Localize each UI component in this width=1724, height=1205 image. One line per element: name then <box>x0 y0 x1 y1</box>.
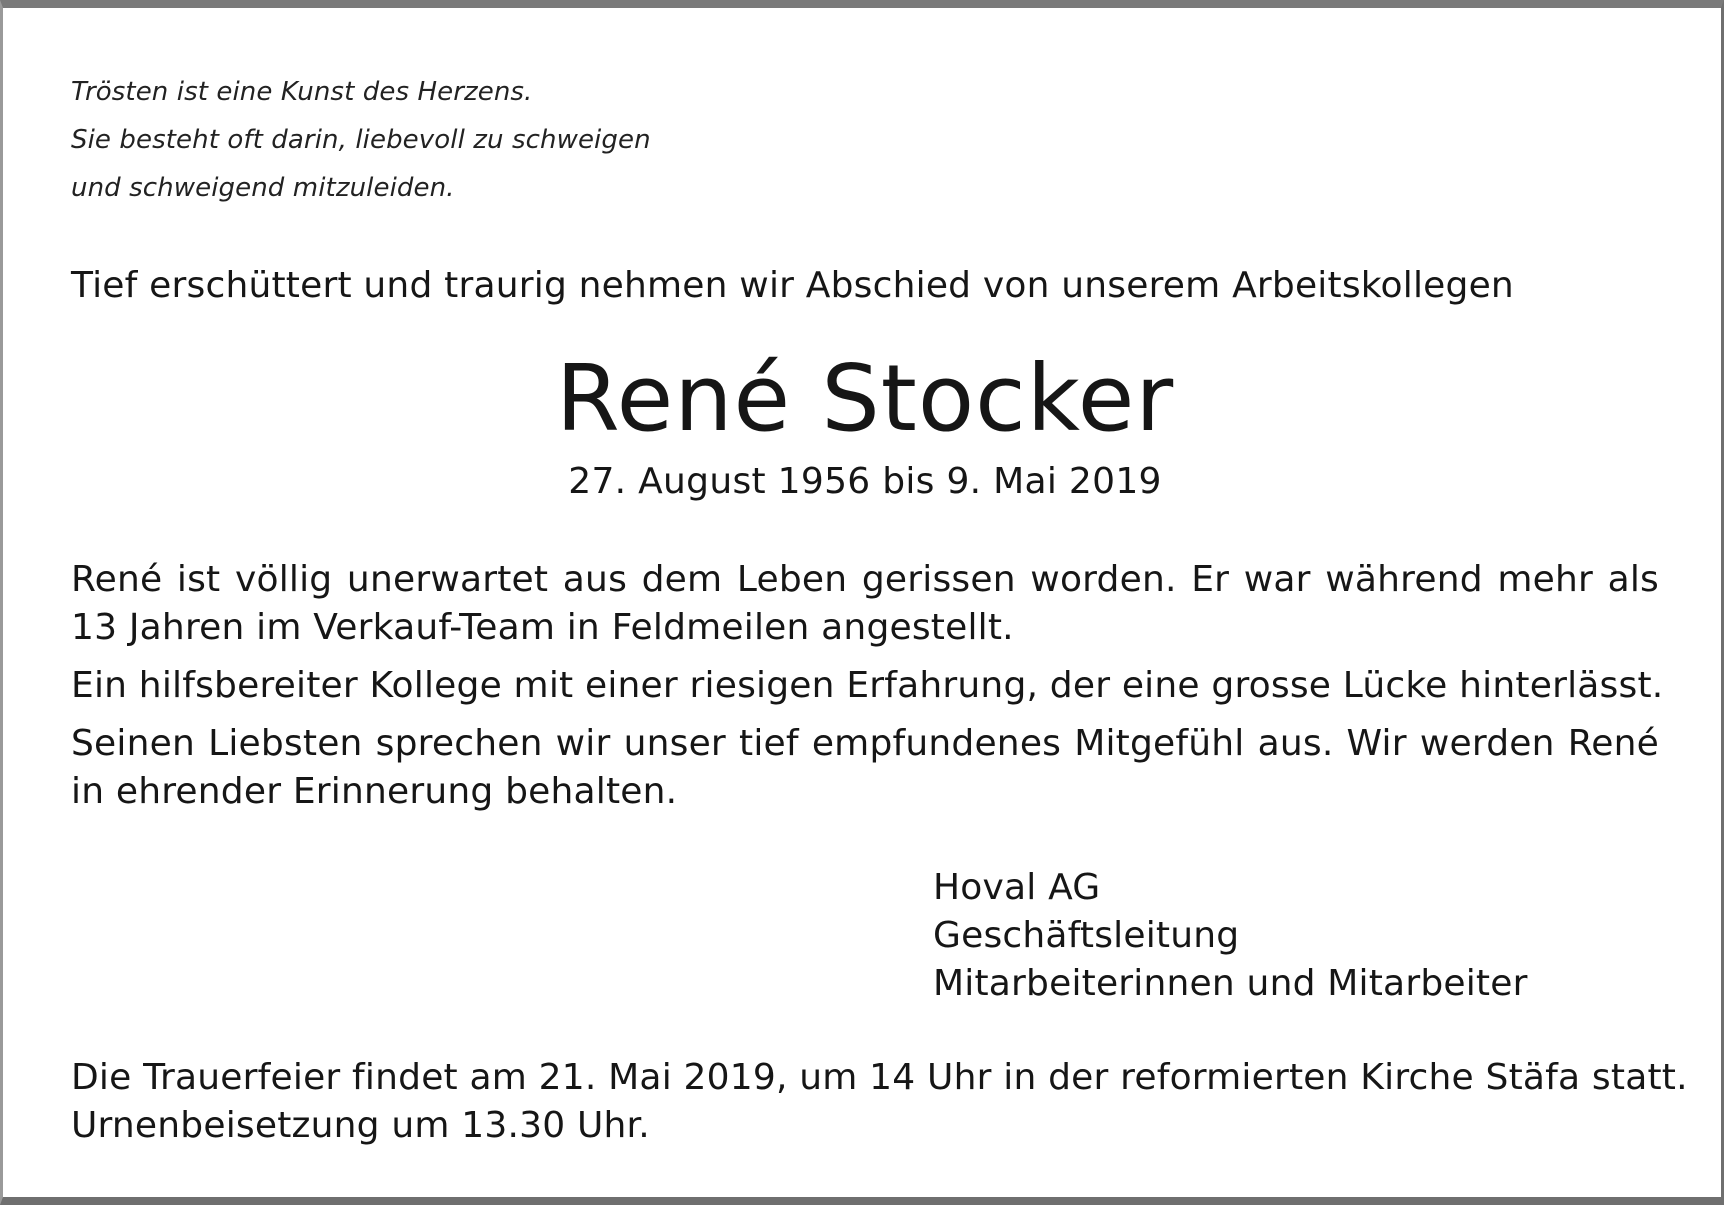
funeral-line-1: Die Trauerfeier findet am 21. Mai 2019, um 14 Uhr in der reformierten Kirche Stäfa statt. <box>71 1057 1688 1098</box>
body-paragraph-2: Ein hilfsbereiter Kollege mit einer riesigen Erfahrung, der eine grosse Lücke hinterlässt. <box>71 665 1664 706</box>
intro-text: Tief erschüttert und traurig nehmen wir Abschied von unserem Arbeitskollegen <box>71 265 1514 306</box>
funeral-line-2: Urnenbeisetzung um 13.30 Uhr. <box>71 1105 650 1146</box>
funeral-details <box>71 1054 1688 1150</box>
signature-staff: Mitarbeiterinnen und Mitarbeiter <box>933 963 1528 1004</box>
body-paragraph-3: Seinen Liebsten sprechen wir unser tief empfundenes Mitgefühl aus. Wir werden René in ehrender Erinnerung behalten. <box>71 723 1659 812</box>
deceased-name: René Stocker <box>555 345 1175 452</box>
life-dates: 27. August 1956 bis 9. Mai 2019 <box>568 461 1162 502</box>
signature-block <box>933 864 1528 1008</box>
quote-line-3: und schweigend mitzuleiden. <box>71 173 455 203</box>
obituary-body <box>71 556 1664 826</box>
signature-company: Hoval AG <box>933 867 1101 908</box>
quote-line-2: Sie besteht oft darin, liebevoll zu schweigen <box>71 125 651 155</box>
body-paragraph-1: René ist völlig unerwartet aus dem Leben gerissen worden. Er war während mehr als 13 Jahren im Verkauf-Team in Feldmeilen angestellt. <box>71 559 1659 648</box>
signature-management: Geschäftsleitung <box>933 915 1240 956</box>
epigraph-quote <box>71 68 871 212</box>
quote-line-1: Trösten ist eine Kunst des Herzens. <box>71 77 533 107</box>
